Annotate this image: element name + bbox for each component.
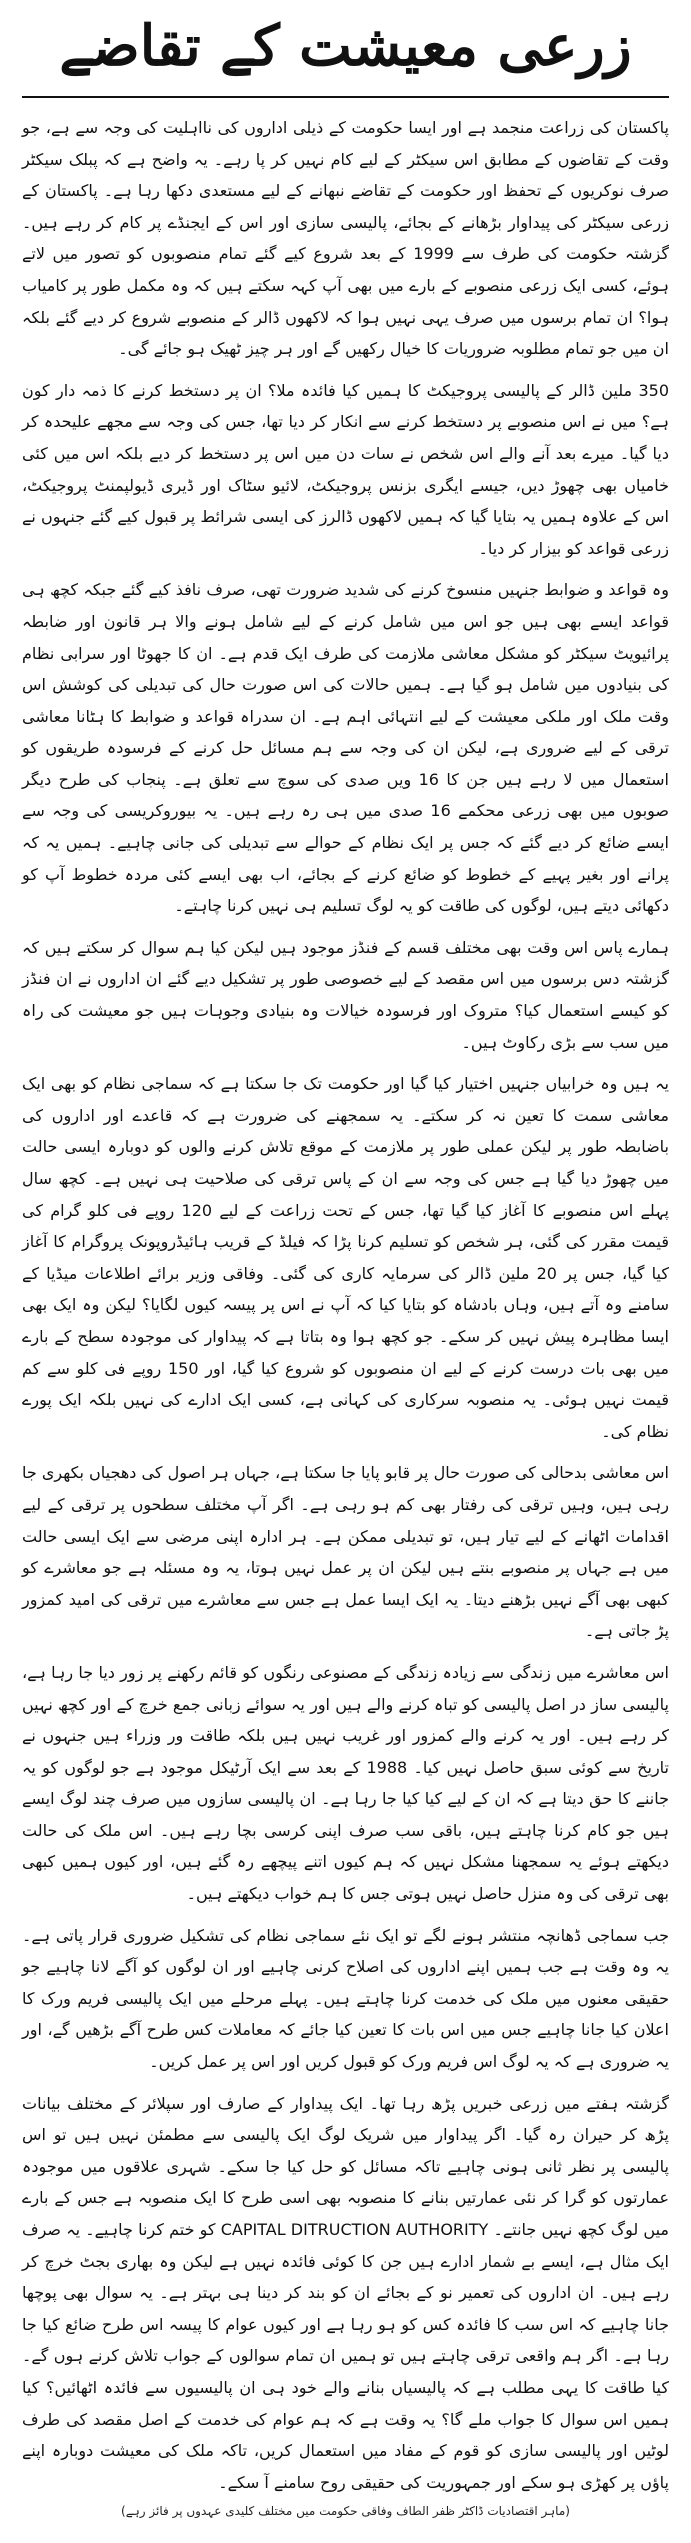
paragraph-3: وہ قواعد و ضوابط جنہیں منسوخ کرنے کی شدید ضرورت تھی، صرف نافذ کیے گئے جبکہ کچھ ہی قواعد ایسے بھی ہیں جو اس میں شامل کرنے کے لیے شامل ہونے والا ہر قانون اور ضابطہ پرائیویٹ سیکٹر کو مشکل معاشی ملازمت کی طرف ایک قدم ہے۔ ان کا جھوٹا اور سرابی نظام کی بنیادوں میں شامل ہو گیا ہے۔ ہمیں حالات کی اس صورت حال کی تبدیلی کی کوشش اس وقت ملک اور ملکی معیشت کے لیے انتہائی اہم ہے۔ ان سدراہ قواعد و ضوابط کا ہٹانا معاشی ترقی کے لیے ضروری ہے، لیکن ان کی وجہ سے ہم مسائل حل کرنے کے فرسودہ طریقوں کو استعمال میں لا رہے ہیں جن کا 16 ویں صدی کی سوچ سے تعلق ہے۔ پنجاب کی طرح دیگر صوبوں میں بھی زرعی محکمے 16 صدی میں ہی رہ رہے ہیں۔ یہ بیوروکریسی کی وجہ سے ایسے ضائع کر دیے گئے کہ جس پر ایک نظام کے حوالے سے تبدیلی کی جانی چاہیے۔ ہمیں یہ کہ پرانے اور بغیر پہیے کے خطوط کو ضائع کرنے کے بجائے، اب بھی ایسے کئی مردہ خطوط آپ کو دکھائی دیتے ہیں، لوگوں کی طاقت کو یہ لوگ تسلیم ہی نہیں کرنا چاہتے۔ — [22, 580, 670, 916]
paragraph-2: 350 ملین ڈالر کے پالیسی پروجیکٹ کا ہمیں کیا فائدہ ملا؟ ان پر دستخط کرنے کا ذمہ دار کون ہے؟ میں نے اس منصوبے پر دستخط کرنے سے انکار کر دیا تھا، جس کی وجہ سے مجھے علیحدہ کر دیا گیا۔ میرے بعد آنے والے اس شخص نے سات دن میں اس پر دستخط کر دیے بلکہ اس میں کئی خامیاں بھی چھوڑ دیں، جیسے ایگری بزنس پروجیکٹ، لائیو سٹاک اور ڈیری ڈیولپمنٹ پروجیکٹ، اس کے علاوہ ہمیں یہ بتایا گیا کہ ہمیں لاکھوں ڈالرز کی ایسی شرائط پر قبول کیے گئے جنہوں نے زرعی قواعد کو بیزار کر دیا۔ — [22, 380, 669, 558]
author-byline: (ماہر اقتصادیات ڈاکٹر ظفر الطاف وفاقی حکومت میں مختلف کلیدی عہدوں پر فائز رہے) — [121, 2504, 570, 2519]
paragraph-4: ہمارے پاس اس وقت بھی مختلف قسم کے فنڈز موجود ہیں لیکن کیا ہم سوال کر سکتے ہیں کہ گزشتہ دس برسوں میں اس مقصد کے لیے خصوصی طور پر تشکیل دیے گئے ان اداروں نے ان فنڈز کو کیسے استعمال کیا؟ متروک اور فرسودہ خیالات وہ بنیادی وجوہات ہیں جو معیشت کی راہ میں سب سے بڑی رکاوٹ ہیں۔ — [22, 937, 669, 1052]
article-body — [22, 112, 669, 2498]
headline-divider — [22, 96, 669, 98]
paragraph-5: یہ ہیں وہ خرابیاں جنہیں اختیار کیا گیا اور حکومت تک جا سکتا ہے کہ سماجی نظام کو بھی ایک معاشی سمت کا تعین نہ کر سکتے۔ یہ سمجھنے کی ضرورت ہے کہ قاعدے اور اداروں کی باضابطہ طور پر لیکن عملی طور پر ملازمت کے موقع تلاش کرنے والوں کو دوبارہ ایسی حالت میں چھوڑ دیا گیا ہے جس کی وجہ سے ان کے پاس ترقی کی صلاحیت ہی نہیں ہے۔ کچھ سال پہلے اس منصوبے کا آغاز کیا گیا تھا، جس کے تحت زراعت کے لیے 120 روپے فی کلو گرام کی قیمت مقرر کی گئی، ہر شخص کو تسلیم کرنا پڑا کہ فیلڈ کے قریب ہائیڈروپونک پروگرام کا آغاز کیا گیا، جس پر 20 ملین ڈالر کی سرمایہ کاری کی گئی۔ وفاقی وزیر برائے اطلاعات میڈیا کے سامنے وہ آتے ہیں، وہاں بادشاہ کو بتایا کیا کہ آپ نے اس پر پیسہ کیوں لگایا؟ لیکن وہ ایک بھی ایسا مظاہرہ پیش نہیں کر سکے۔ جو کچھ ہوا وہ بتاتا ہے کہ پیداوار کی موجودہ سطح کے بارے میں بھی بات درست کرنے کے لیے ان منصوبوں کو شروع کیا گیا، اور 150 روپے فی کلو سے کم قیمت نہیں ہوئی۔ یہ منصوبہ سرکاری کی کہانی ہے، کسی ایک ادارے کی نہیں بلکہ ایک پورے نظام کی۔ — [22, 1074, 670, 1441]
paragraph-1: پاکستان کی زراعت منجمد ہے اور ایسا حکومت کے ذیلی اداروں کی نااہلیت کی وجہ سے ہے، جو وقت کے تقاضوں کے مطابق اس سیکٹر کے لیے کام نہیں کر پا رہے۔ یہ واضح ہے کہ پبلک سیکٹر صرف نوکریوں کے تحفظ اور حکومت کے تقاضے نبھانے کے لیے مستعدی دکھا رہا ہے۔ پاکستان کے زرعی سیکٹر کی پیداوار بڑھانے کے بجائے، پالیسی سازی اور اس کے ایجنڈے پر کام کر رہے ہیں۔ گزشتہ حکومت کی طرف سے 1999 کے بعد شروع کیے گئے تمام منصوبوں کو تصور میں لاتے ہوئے، کسی ایک زرعی منصوبے کے بارے میں بھی آپ کہہ سکتے ہیں کہ وہ مکمل طور پر کامیاب ہوا؟ ان تمام برسوں میں صرف یہی نہیں ہوا کہ لاکھوں ڈالر کے منصوبے شروع کر دیے گئے بلکہ ان میں جو تمام مطلوبہ ضروریات کا خیال رکھیں گے اور ہر چیز ٹھیک ہو جائے گی۔ — [22, 118, 669, 359]
paragraph-9: گزشتہ ہفتے میں زرعی خبریں پڑھ رہا تھا۔ ایک پیداوار کے صارف اور سپلائر کے مختلف بیانات پڑھ کر حیران رہ گیا۔ اگر پیداوار میں شریک لوگ ایک پالیسی سے مطمئن نہیں ہیں تو اس پالیسی پر نظر ثانی ہونی چاہیے تاکہ مسائل کو حل کیا جا سکے۔ شہری علاقوں میں موجودہ عمارتوں کو گرا کر نئی عمارتیں بنانے کا منصوبہ بھی اسی طرح کا ایک منصوبہ ہے جس کے بارے میں لوگ کچھ نہیں جانتے۔ CAPITAL DITRUCTION AUTHORITY کو ختم کرنا چاہیے۔ یہ صرف ایک مثال ہے، ایسے بے شمار ادارے ہیں جن کا کوئی فائدہ نہیں ہے لیکن وہ بھاری بجٹ خرچ کر رہے ہیں۔ ان اداروں کی تعمیر نو کے بجائے ان کو بند کر دینا ہی بہتر ہے۔ یہ سوال بھی پوچھا جانا چاہیے کہ اس سب کا فائدہ کس کو ہو رہا ہے اور کیوں عوام کا پیسہ اس طرح ضائع کیا جا رہا ہے۔ اگر ہم واقعی ترقی چاہتے ہیں تو ہمیں ان تمام سوالوں کے جواب تلاش کرنے ہوں گے۔ کیا طاقت کا یہی مطلب ہے کہ پالیسیاں بنانے والے خود ہی ان پالیسیوں سے فائدہ اٹھائیں؟ کیا ہمیں اس سوال کا جواب ملے گا؟ یہ وقت ہے کہ ہم عوام کی خدمت کے اصل مقصد کی طرف لوٹیں اور پالیسی سازی کو قوم کے مفاد میں استعمال کریں، تاکہ ملک کی معیشت دوبارہ اپنے پاؤں پر کھڑی ہو سکے اور جمہوریت کی حقیقی روح سامنے آ سکے۔ — [22, 2093, 670, 2492]
paragraph-8: جب سماجی ڈھانچہ منتشر ہونے لگے تو ایک نئے سماجی نظام کی تشکیل ضروری قرار پاتی ہے۔ یہ وہ وقت ہے جب ہمیں اپنے اداروں کی اصلاح کرنی چاہیے اور ان لوگوں کو آگے لانا چاہیے جو حقیقی معنوں میں ملک کی خدمت کرنا چاہتے ہیں۔ پہلے مرحلے میں ایک پالیسی فریم ورک کا اعلان کیا جانا چاہیے جس میں اس بات کا تعین کیا جائے کہ معاملات کس طرح آگے بڑھیں گے، اور یہ ضروری ہے کہ یہ لوگ اس فریم ورک کو قبول کریں اور اس پر عمل کریں۔ — [22, 1925, 669, 2072]
paragraph-6: اس معاشی بدحالی کی صورت حال پر قابو پایا جا سکتا ہے، جہاں ہر اصول کی دھجیاں بکھری جا رہی ہیں، وہیں ترقی کی رفتار بھی کم ہو رہی ہے۔ اگر آپ مختلف سطحوں پر ترقی کے لیے اقدامات اٹھانے کے لیے تیار ہیں، تو تبدیلی ممکن ہے۔ ہر ادارہ اپنی مرضی سے ایک ایسی حالت میں ہے جہاں پر منصوبے بنتے ہیں لیکن ان پر عمل نہیں ہوتا، یہ وہ مسئلہ ہے جو معاشرے کو کبھی بھی آگے نہیں بڑھنے دیتا۔ یہ ایک ایسا عمل ہے جس سے معاشرے میں ترقی کی امید کمزور پڑ جاتی ہے۔ — [22, 1463, 669, 1641]
article-headline: زرعی معیشت کے تقاضے — [59, 13, 632, 79]
paragraph-7: اس معاشرے میں زندگی سے زیادہ زندگی کے مصنوعی رنگوں کو قائم رکھنے پر زور دیا جا رہا ہے، پالیسی ساز در اصل پالیسی کو تباہ کرنے والے ہیں اور یہ سوائے زبانی جمع خرچ کے اور کچھ نہیں کر رہے ہیں۔ اور یہ کرنے والے کمزور اور غریب نہیں ہیں بلکہ طاقت ور وزراء ہیں جنہوں نے تاریخ سے کوئی سبق حاصل نہیں کیا۔ 1988 کے بعد سے ایک آرٹیکل موجود ہے جو لوگوں کو یہ جاننے کا حق دیتا ہے کہ ان کے لیے کیا کیا جا رہا ہے۔ ان پالیسی سازوں میں صرف چند لوگ ایسے ہیں جو کام کرنا چاہتے ہیں، باقی سب صرف اپنی کرسی بچا رہے ہیں۔ اس ملک کی حالت دیکھتے ہوئے یہ سمجھنا مشکل نہیں کہ ہم کیوں اتنے پیچھے رہ گئے ہیں، اور کیوں ہمیں کبھی بھی ترقی کی وہ منزل حاصل نہیں ہوتی جس کا ہم خواب دیکھتے ہیں۔ — [22, 1662, 670, 1904]
